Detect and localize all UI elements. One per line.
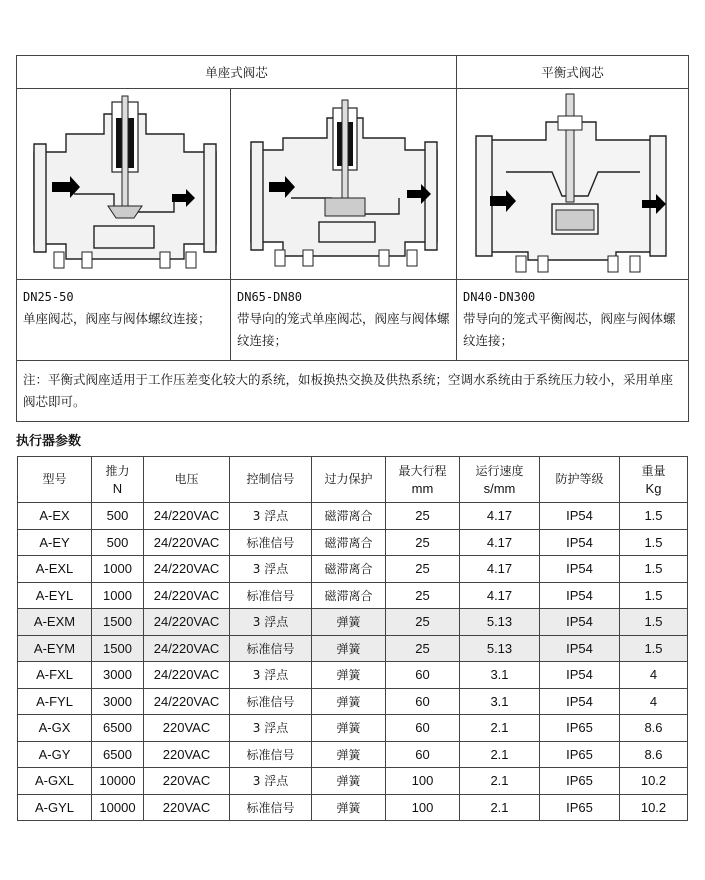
cell-signal: 标准信号 [230, 582, 312, 609]
balanced-header: 平衡式阀芯 [457, 56, 689, 89]
cell-speed: 2.1 [460, 741, 540, 768]
cell-voltage: 24/220VAC [144, 609, 230, 636]
table-row [18, 768, 688, 795]
valve-diagram-cell [17, 89, 231, 280]
cell-speed: 5.13 [460, 635, 540, 662]
cell-signal: 3 浮点 [230, 609, 312, 636]
cell-signal: 标准信号 [230, 794, 312, 821]
cell-speed: 4.17 [460, 529, 540, 556]
cell-weight: 1.5 [620, 503, 688, 530]
cell-stroke: 25 [386, 635, 460, 662]
cell-overload: 弹簧 [312, 662, 386, 689]
cell-ip: IP54 [540, 503, 620, 530]
cell-model: A-EXM [18, 609, 92, 636]
cell-stroke: 60 [386, 715, 460, 742]
cell-thrust: 1000 [92, 556, 144, 583]
cell-signal: 标准信号 [230, 635, 312, 662]
cell-voltage: 24/220VAC [144, 503, 230, 530]
cell-overload: 弹簧 [312, 688, 386, 715]
cell-thrust: 1000 [92, 582, 144, 609]
cell-ip: IP54 [540, 609, 620, 636]
col-model: 型号 [18, 457, 92, 503]
cell-weight: 1.5 [620, 556, 688, 583]
cell-signal: 3 浮点 [230, 768, 312, 795]
cell-overload: 磁滞离合 [312, 529, 386, 556]
cell-voltage: 220VAC [144, 741, 230, 768]
col-speed [460, 457, 540, 503]
table-row [18, 715, 688, 742]
cell-overload: 弹簧 [312, 635, 386, 662]
cell-voltage: 24/220VAC [144, 688, 230, 715]
cell-speed: 2.1 [460, 768, 540, 795]
cell-overload: 磁滞离合 [312, 503, 386, 530]
cell-weight: 1.5 [620, 529, 688, 556]
cell-signal: 标准信号 [230, 741, 312, 768]
single-seat-header: 单座式阀芯 [17, 56, 457, 89]
cell-overload: 弹簧 [312, 768, 386, 795]
cell-thrust: 500 [92, 503, 144, 530]
cell-stroke: 60 [386, 741, 460, 768]
cell-stroke: 60 [386, 662, 460, 689]
actuator-header-row [18, 457, 688, 503]
cell-ip: IP54 [540, 529, 620, 556]
valve-diagram-cell [457, 89, 689, 280]
valve-description [17, 280, 231, 361]
cell-stroke: 25 [386, 503, 460, 530]
cell-model: A-GXL [18, 768, 92, 795]
single-seat-valve-diagram [24, 94, 224, 274]
cell-overload: 弹簧 [312, 715, 386, 742]
col-stroke [386, 457, 460, 503]
cell-thrust: 1500 [92, 609, 144, 636]
cell-voltage: 24/220VAC [144, 662, 230, 689]
table-row [18, 635, 688, 662]
cell-stroke: 25 [386, 582, 460, 609]
cell-stroke: 25 [386, 556, 460, 583]
col-thrust [92, 457, 144, 503]
table-row [18, 556, 688, 583]
valve-description-text: 单座阀芯，阀座与阀体螺纹连接； [23, 311, 211, 326]
cell-weight: 1.5 [620, 582, 688, 609]
cell-thrust: 6500 [92, 715, 144, 742]
cell-model: A-EYM [18, 635, 92, 662]
cell-weight: 4 [620, 688, 688, 715]
table-row [18, 503, 688, 530]
table-row [18, 609, 688, 636]
cell-weight: 8.6 [620, 741, 688, 768]
cell-voltage: 220VAC [144, 768, 230, 795]
cell-overload: 磁滞离合 [312, 582, 386, 609]
cell-weight: 1.5 [620, 609, 688, 636]
cell-model: A-FXL [18, 662, 92, 689]
actuator-table [17, 456, 688, 821]
cell-model: A-GX [18, 715, 92, 742]
cell-stroke: 100 [386, 794, 460, 821]
valve-core-table [16, 55, 689, 422]
cell-ip: IP54 [540, 556, 620, 583]
table-row [18, 662, 688, 689]
cell-overload: 弹簧 [312, 741, 386, 768]
valve-description [231, 280, 457, 361]
cell-ip: IP54 [540, 688, 620, 715]
cell-ip: IP65 [540, 715, 620, 742]
cell-speed: 2.1 [460, 715, 540, 742]
cell-thrust: 500 [92, 529, 144, 556]
col-weight-unit: Kg [645, 481, 662, 496]
col-stroke-label: 最大行程 [398, 464, 447, 478]
cell-overload: 弹簧 [312, 609, 386, 636]
cell-weight: 8.6 [620, 715, 688, 742]
cell-voltage: 220VAC [144, 715, 230, 742]
cell-signal: 3 浮点 [230, 503, 312, 530]
cell-weight: 10.2 [620, 768, 688, 795]
col-thrust-unit: N [112, 481, 123, 496]
cell-model: A-EY [18, 529, 92, 556]
valve-size-range: DN40-DN300 [463, 290, 536, 304]
cell-signal: 3 浮点 [230, 662, 312, 689]
table-row [18, 529, 688, 556]
cell-thrust: 3000 [92, 662, 144, 689]
col-overload: 过力保护 [312, 457, 386, 503]
col-stroke-unit: mm [411, 481, 434, 496]
cell-signal: 3 浮点 [230, 556, 312, 583]
cage-single-seat-valve-diagram [239, 94, 449, 274]
col-voltage: 电压 [144, 457, 230, 503]
valve-size-range: DN65-DN80 [237, 290, 303, 304]
cell-signal: 标准信号 [230, 688, 312, 715]
valve-note: 注：平衡式阀座适用于工作压差变化较大的系统，如板换热交换及供热系统；空调水系统由于系统压力较小，采用单座阀芯即可。 [17, 361, 689, 422]
cell-model: A-EX [18, 503, 92, 530]
cell-ip: IP54 [540, 582, 620, 609]
valve-description-text: 带导向的笼式平衡阀芯，阀座与阀体螺纹连接； [463, 311, 676, 348]
actuator-heading: 执行器参数 [16, 434, 82, 449]
cell-overload: 弹簧 [312, 794, 386, 821]
cell-voltage: 220VAC [144, 794, 230, 821]
cell-ip: IP54 [540, 662, 620, 689]
cell-stroke: 60 [386, 688, 460, 715]
valve-description-text: 带导向的笼式单座阀芯，阀座与阀体螺纹连接； [237, 311, 450, 348]
balanced-valve-diagram [466, 92, 680, 276]
cell-stroke: 25 [386, 529, 460, 556]
cell-voltage: 24/220VAC [144, 529, 230, 556]
cell-thrust: 3000 [92, 688, 144, 715]
col-thrust-label: 推力 [105, 464, 130, 478]
cell-weight: 4 [620, 662, 688, 689]
actuator-rows [18, 503, 688, 821]
cell-weight: 1.5 [620, 635, 688, 662]
cell-voltage: 24/220VAC [144, 635, 230, 662]
cell-thrust: 10000 [92, 768, 144, 795]
valve-description [457, 280, 689, 361]
cell-ip: IP65 [540, 794, 620, 821]
cell-signal: 3 浮点 [230, 715, 312, 742]
cell-overload: 磁滞离合 [312, 556, 386, 583]
col-weight-label: 重量 [641, 464, 666, 478]
table-row [18, 688, 688, 715]
col-signal: 控制信号 [230, 457, 312, 503]
cell-speed: 3.1 [460, 688, 540, 715]
cell-voltage: 24/220VAC [144, 582, 230, 609]
table-row [18, 582, 688, 609]
valve-diagram-cell [231, 89, 457, 280]
cell-speed: 4.17 [460, 582, 540, 609]
col-weight [620, 457, 688, 503]
cell-ip: IP65 [540, 741, 620, 768]
cell-stroke: 25 [386, 609, 460, 636]
cell-stroke: 100 [386, 768, 460, 795]
cell-speed: 3.1 [460, 662, 540, 689]
cell-model: A-GY [18, 741, 92, 768]
col-ip: 防护等级 [540, 457, 620, 503]
table-row [18, 794, 688, 821]
cell-speed: 4.17 [460, 503, 540, 530]
cell-model: A-EXL [18, 556, 92, 583]
col-speed-label: 运行速度 [475, 464, 524, 478]
cell-model: A-EYL [18, 582, 92, 609]
cell-ip: IP54 [540, 635, 620, 662]
cell-model: A-FYL [18, 688, 92, 715]
cell-model: A-GYL [18, 794, 92, 821]
cell-ip: IP65 [540, 768, 620, 795]
cell-speed: 4.17 [460, 556, 540, 583]
cell-thrust: 10000 [92, 794, 144, 821]
cell-thrust: 1500 [92, 635, 144, 662]
valve-size-range: DN25-50 [23, 290, 74, 304]
cell-signal: 标准信号 [230, 529, 312, 556]
cell-voltage: 24/220VAC [144, 556, 230, 583]
cell-speed: 2.1 [460, 794, 540, 821]
table-row [18, 741, 688, 768]
col-speed-unit: s/mm [483, 481, 516, 496]
cell-weight: 10.2 [620, 794, 688, 821]
cell-thrust: 6500 [92, 741, 144, 768]
cell-speed: 5.13 [460, 609, 540, 636]
